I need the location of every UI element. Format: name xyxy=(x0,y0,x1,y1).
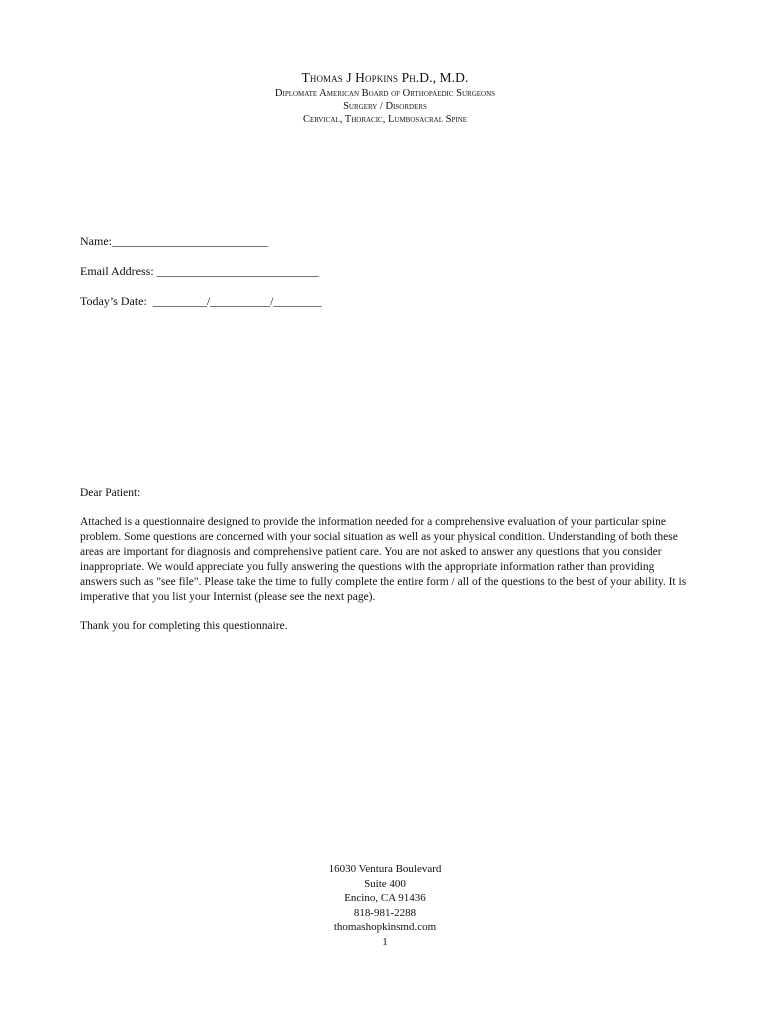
city-state-zip: Encino, CA 91436 xyxy=(344,892,426,904)
closing-line: Thank you for completing this questionnaire. xyxy=(80,620,288,632)
credentials-line: Diplomate American Board of Orthopaedic Surgeons xyxy=(274,87,496,99)
doctor-name: Thomas J Hopkins Ph.D., M.D. xyxy=(301,70,469,85)
date-field-row xyxy=(80,292,321,322)
email-field[interactable]: ___________________________ xyxy=(153,264,319,278)
street-address: 16030 Ventura Boulevard xyxy=(328,863,442,875)
email-field-row xyxy=(80,262,321,292)
letter-body xyxy=(80,486,690,648)
name-field-row xyxy=(80,232,321,262)
suite: Suite 400 xyxy=(364,877,406,890)
letterhead xyxy=(0,70,770,126)
date-label: Today’s Date: xyxy=(80,294,147,308)
address-footer xyxy=(0,862,770,949)
letter-paragraph: Attached is a questionnaire designed to provide the information needed for a comprehensive evaluation of your particular spine problem. Some questions are concerned with your social situation as well as your physical condition. Understanding of both these areas are important for diagnosis and comprehensive patient care. You are not asked to answer any questions that you consider inappropriate. We would appreciate you fully answering the questions with the appropriate information rather than providing answers such as "see file". Please take the time to fully complete the entire form / all of the questions to the best of your ability. It is imperative that you list your Internist (please see the next page). xyxy=(80,516,687,603)
website: thomashopkinsmd.com xyxy=(333,921,437,933)
page-number: 1 xyxy=(382,935,388,948)
specialty-line: Surgery / Disorders xyxy=(343,101,427,112)
phone-number: 818-981-2288 xyxy=(353,906,417,919)
patient-info-fields xyxy=(80,232,321,322)
salutation: Dear Patient: xyxy=(80,487,141,499)
name-label: Name: xyxy=(80,234,112,248)
name-field[interactable]: __________________________ xyxy=(112,234,268,248)
date-field[interactable]: _________/__________/________ xyxy=(146,294,322,308)
email-label: Email Address: xyxy=(80,264,154,278)
spine-areas-line: Cervical, Thoracic, Lumbosacral Spine xyxy=(302,114,468,126)
